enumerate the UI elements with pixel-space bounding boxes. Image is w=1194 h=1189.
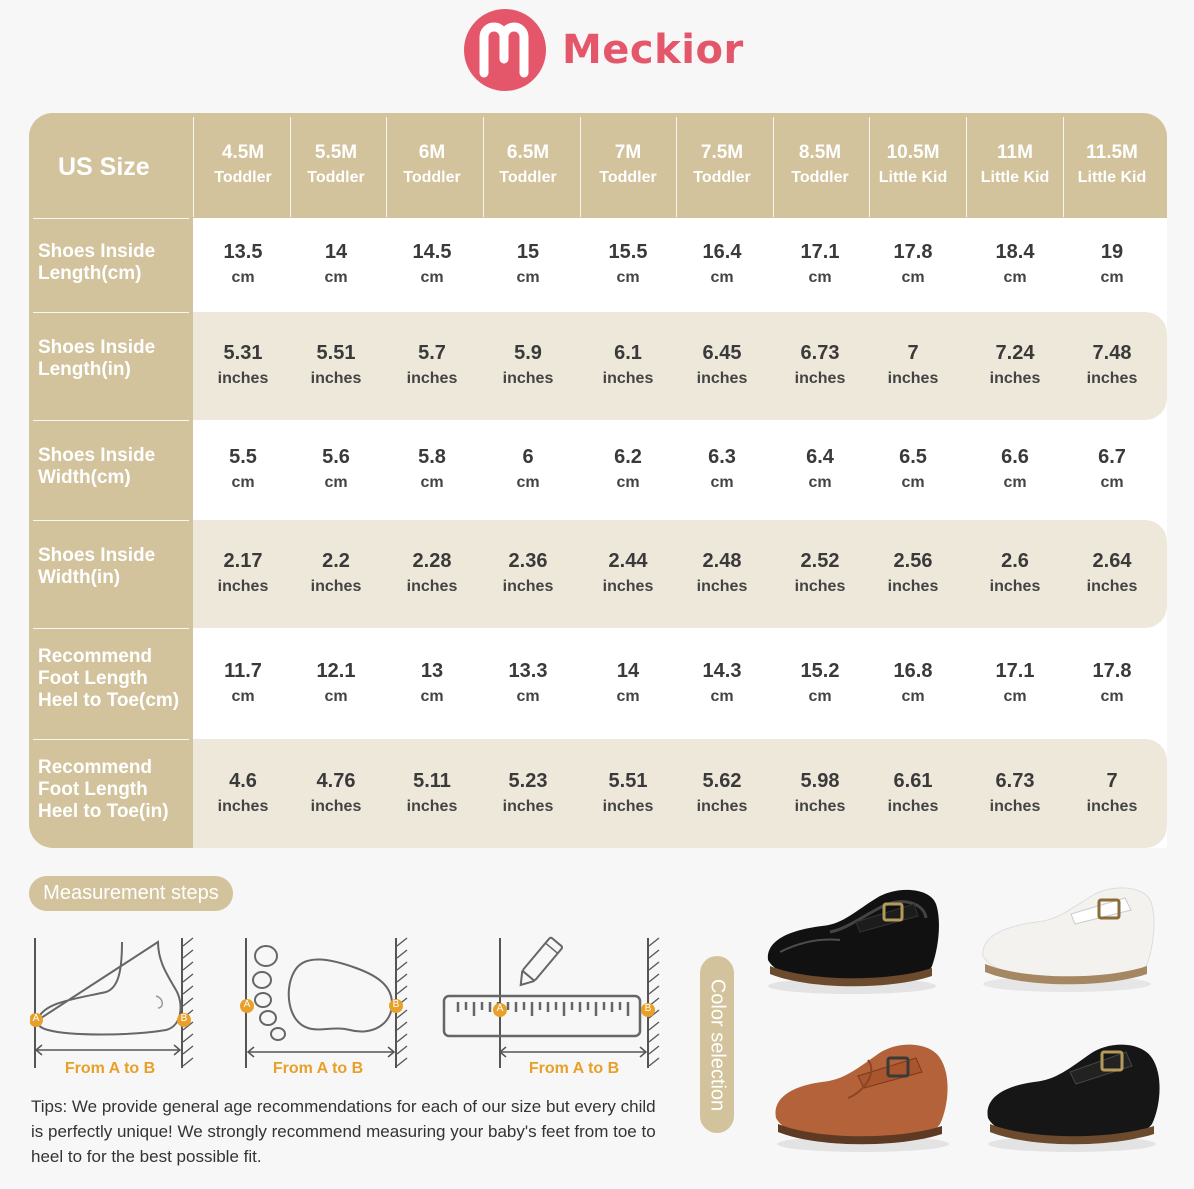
cell-unit: cm (324, 687, 348, 705)
age-group: Little Kid (878, 169, 948, 186)
cell-unit: inches (1086, 578, 1138, 595)
diagram-1-label: From A to B (64, 1060, 156, 1077)
cell-value: 14 (324, 241, 348, 263)
table-cell (480, 768, 576, 820)
cell-unit: cm (710, 269, 734, 286)
cell-value: 5.8 (418, 446, 446, 468)
row-label: Recommend Foot Length Heel to Toe(cm) (38, 646, 180, 711)
table-cell (580, 548, 676, 600)
cell-unit: inches (217, 370, 269, 387)
table-cell (967, 444, 1063, 496)
cell-value: 5.51 (316, 342, 356, 364)
cell-value: 5.5 (229, 446, 257, 468)
table-cell (1064, 658, 1160, 710)
row-divider (33, 312, 189, 313)
table-cell (195, 768, 291, 820)
cell-unit: cm (901, 687, 925, 705)
table-cell (772, 548, 868, 600)
cell-value: 17.8 (1092, 659, 1132, 682)
cell-unit: cm (710, 474, 734, 491)
cell-unit: cm (420, 474, 444, 491)
cell-value: 4.6 (229, 769, 257, 792)
cell-value: 14.5 (412, 241, 452, 263)
age-group: Toddler (599, 169, 657, 186)
cell-value: 5.23 (508, 769, 548, 792)
table-cell (772, 444, 868, 496)
table-cell (384, 340, 480, 392)
cell-value: 5.98 (800, 769, 840, 792)
table-cell (674, 658, 770, 710)
cell-unit: inches (1086, 797, 1138, 815)
size-value: 5.5M (314, 142, 358, 163)
cell-value: 2.52 (800, 550, 840, 572)
cell-unit: inches (502, 578, 554, 595)
cell-unit: cm (231, 687, 255, 705)
table-cell (967, 548, 1063, 600)
cell-unit: inches (887, 578, 939, 595)
size-column-header (865, 141, 961, 191)
cell-value: 5.62 (702, 769, 742, 792)
cell-unit: cm (420, 687, 444, 705)
size-column-header (967, 141, 1063, 191)
size-column-header (288, 141, 384, 191)
table-cell (580, 340, 676, 392)
row-divider (33, 218, 189, 219)
table-cell (288, 340, 384, 392)
size-value: 11.5M (1086, 142, 1138, 163)
brand-logo (462, 6, 744, 94)
cell-unit: inches (406, 370, 458, 387)
cell-unit: inches (696, 797, 748, 815)
age-group: Toddler (214, 169, 272, 186)
cell-value: 16.8 (893, 659, 933, 682)
size-value: 7.5M (700, 142, 744, 163)
table-cell (1064, 548, 1160, 600)
age-group: Toddler (403, 169, 461, 186)
cell-unit: cm (231, 269, 255, 286)
table-cell (288, 548, 384, 600)
size-value: 7M (614, 142, 642, 163)
table-cell (580, 239, 676, 291)
age-group: Toddler (307, 169, 365, 186)
table-cell (865, 340, 961, 392)
age-group: Little Kid (1077, 169, 1147, 186)
cell-unit: inches (406, 797, 458, 815)
cell-value: 6.73 (800, 342, 840, 364)
table-cell (195, 444, 291, 496)
cell-unit: cm (616, 687, 640, 705)
size-column-header (772, 141, 868, 191)
cell-unit: cm (324, 269, 348, 286)
cell-value: 6.3 (708, 446, 736, 468)
cell-unit: inches (989, 370, 1041, 387)
size-value: 8.5M (798, 142, 842, 163)
size-value: 6.5M (506, 142, 550, 163)
cell-unit: inches (602, 578, 654, 595)
cell-value: 2.17 (223, 550, 263, 572)
cell-value: 5.9 (514, 342, 542, 364)
cell-value: 4.76 (316, 769, 356, 792)
cell-unit: inches (989, 797, 1041, 815)
diagram-3-label: From A to B (528, 1060, 620, 1077)
table-cell (480, 340, 576, 392)
cell-value: 7 (907, 342, 919, 364)
cell-value: 6.1 (614, 342, 642, 364)
cell-unit: inches (217, 578, 269, 595)
table-cell (772, 340, 868, 392)
cell-unit: inches (696, 370, 748, 387)
table-cell (674, 768, 770, 820)
brand-name: Meckior (562, 27, 744, 73)
cell-unit: cm (1100, 687, 1124, 705)
table-cell (195, 340, 291, 392)
cell-value: 7.48 (1092, 342, 1132, 364)
cell-unit: inches (887, 797, 939, 815)
cell-value: 18.4 (995, 241, 1035, 263)
cell-value: 5.51 (608, 769, 648, 792)
table-cell (674, 239, 770, 291)
cell-unit: inches (502, 370, 554, 387)
size-value: 10.5M (886, 142, 940, 163)
table-cell (865, 444, 961, 496)
diagram-foot-side (30, 932, 200, 1082)
table-cell (865, 658, 961, 710)
size-value: 6M (418, 142, 446, 163)
size-column-header (480, 141, 576, 191)
row-divider (33, 628, 189, 629)
cell-unit: cm (516, 269, 540, 286)
table-cell (674, 548, 770, 600)
table-cell (1064, 239, 1160, 291)
row-label: Shoes Inside Width(cm) (38, 445, 156, 488)
table-cell (384, 548, 480, 600)
cell-unit: cm (516, 687, 540, 705)
row-divider (33, 520, 189, 521)
row-label: Shoes Inside Length(in) (38, 337, 156, 380)
cell-value: 2.48 (702, 550, 742, 572)
marker-b: B (644, 1003, 652, 1014)
cell-unit: inches (794, 578, 846, 595)
table-cell (195, 239, 291, 291)
us-size-label: US Size (58, 153, 150, 181)
cell-value: 2.36 (508, 550, 548, 572)
cell-unit: inches (696, 578, 748, 595)
row-label: Shoes Inside Width(in) (38, 545, 156, 588)
cell-value: 2.28 (412, 550, 452, 572)
cell-unit: inches (502, 797, 554, 815)
cell-value: 5.31 (223, 342, 263, 364)
shoe-black-patent-icon[interactable] (760, 882, 945, 1002)
cell-value: 6.4 (806, 446, 834, 468)
cell-value: 5.11 (413, 769, 451, 792)
table-cell (480, 444, 576, 496)
table-cell (865, 548, 961, 600)
cell-value: 5.7 (418, 342, 446, 364)
marker-a: A (496, 1003, 504, 1014)
cell-value: 7.24 (995, 342, 1035, 364)
brand-m-icon (462, 7, 548, 93)
cell-value: 17.1 (800, 241, 840, 263)
cell-value: 2.44 (608, 550, 648, 572)
table-cell (865, 768, 961, 820)
table-cell (1064, 768, 1160, 820)
table-cell (580, 658, 676, 710)
cell-value: 6.5 (899, 446, 927, 468)
row-label: Recommend Foot Length Heel to Toe(in) (38, 757, 169, 822)
cell-unit: cm (808, 687, 832, 705)
cell-unit: cm (901, 269, 925, 286)
cell-value: 2.64 (1092, 550, 1132, 572)
cell-unit: cm (808, 474, 832, 491)
size-column-header (195, 141, 291, 191)
cell-unit: cm (1100, 474, 1124, 491)
row-label: Shoes Inside Length(cm) (38, 241, 156, 284)
cell-unit: inches (794, 370, 846, 387)
cell-unit: cm (324, 474, 348, 491)
cell-unit: cm (1003, 474, 1027, 491)
table-cell (288, 768, 384, 820)
marker-b: B (392, 999, 400, 1010)
table-cell (865, 239, 961, 291)
table-cell (967, 768, 1063, 820)
cell-unit: cm (808, 269, 832, 286)
cell-unit: inches (1086, 370, 1138, 387)
table-cell (772, 239, 868, 291)
cell-value: 17.1 (995, 659, 1035, 682)
cell-value: 11.7 (224, 659, 262, 682)
cell-unit: inches (989, 578, 1041, 595)
cell-value: 2.6 (1001, 550, 1029, 572)
table-cell (384, 239, 480, 291)
table-cell (384, 768, 480, 820)
cell-unit: cm (1003, 269, 1027, 286)
cell-unit: cm (710, 687, 734, 705)
cell-unit: cm (616, 474, 640, 491)
table-cell (580, 768, 676, 820)
cell-unit: inches (887, 370, 939, 387)
table-cell (195, 548, 291, 600)
cell-unit: cm (231, 474, 255, 491)
cell-unit: inches (310, 370, 362, 387)
cell-unit: inches (406, 578, 458, 595)
shoe-white-icon[interactable] (975, 880, 1160, 1000)
cell-unit: inches (794, 797, 846, 815)
table-cell (195, 658, 291, 710)
table-cell (288, 658, 384, 710)
table-cell (288, 239, 384, 291)
diagram-footprint (238, 932, 413, 1082)
size-value: 4.5M (221, 142, 265, 163)
cell-unit: cm (901, 474, 925, 491)
cell-unit: cm (1003, 687, 1027, 705)
table-cell (772, 768, 868, 820)
table-cell (480, 658, 576, 710)
cell-unit: cm (616, 269, 640, 286)
cell-value: 15.5 (608, 241, 648, 263)
cell-value: 6.6 (1001, 446, 1029, 468)
cell-value: 7 (1106, 769, 1118, 792)
diagram-ruler (440, 932, 665, 1082)
cell-unit: inches (310, 578, 362, 595)
age-group: Little Kid (980, 169, 1050, 186)
row-divider (33, 739, 189, 740)
cell-unit: inches (602, 797, 654, 815)
table-cell (384, 658, 480, 710)
cell-value: 17.8 (893, 241, 933, 263)
table-cell (674, 340, 770, 392)
cell-value: 16.4 (702, 241, 742, 263)
table-cell (580, 444, 676, 496)
table-cell (384, 444, 480, 496)
cell-value: 6.7 (1098, 446, 1126, 468)
cell-value: 6.2 (614, 446, 642, 468)
marker-b: B (180, 1013, 188, 1024)
table-cell (1064, 340, 1160, 392)
cell-value: 6.73 (995, 769, 1035, 792)
cell-value: 6.61 (893, 769, 933, 792)
size-column-header (384, 141, 480, 191)
shoe-brown-icon[interactable] (768, 1032, 958, 1160)
cell-unit: inches (217, 797, 269, 815)
cell-unit: cm (1100, 269, 1124, 286)
cell-unit: cm (420, 269, 444, 286)
tips-text: Tips: We provide general age recommendations for each of our size but every child is perfectly unique! We strongly recommend measuring your baby's feet from toe to heel to for the best possible fit. (31, 1097, 656, 1166)
size-column-header (1064, 141, 1160, 191)
age-group: Toddler (693, 169, 751, 186)
cell-value: 15.2 (800, 659, 840, 682)
cell-value: 15 (516, 241, 540, 263)
size-value: 11M (997, 142, 1033, 163)
color-selection-title: Color selection (706, 978, 729, 1112)
cell-unit: cm (516, 474, 540, 491)
cell-value: 6.45 (702, 342, 742, 364)
size-column-header (674, 141, 770, 191)
table-cell (1064, 444, 1160, 496)
table-cell (967, 658, 1063, 710)
cell-value: 12.1 (316, 659, 356, 682)
cell-value: 13 (420, 659, 444, 682)
cell-unit: inches (310, 797, 362, 815)
diagram-2-label: From A to B (272, 1060, 364, 1077)
table-cell (967, 340, 1063, 392)
cell-value: 13.3 (508, 659, 548, 682)
table-cell (674, 444, 770, 496)
cell-value: 6 (522, 446, 534, 468)
cell-value: 5.6 (322, 446, 350, 468)
age-group: Toddler (791, 169, 849, 186)
measurement-steps-title: Measurement steps (29, 876, 233, 911)
table-cell (480, 548, 576, 600)
cell-value: 13.5 (223, 241, 263, 263)
table-cell (967, 239, 1063, 291)
size-chart-table (29, 113, 1167, 848)
column-divider (193, 117, 194, 217)
cell-value: 14.3 (702, 659, 742, 682)
table-cell (288, 444, 384, 496)
size-column-header (580, 141, 676, 191)
table-cell (480, 239, 576, 291)
row-divider (33, 420, 189, 421)
shoe-black-leather-icon[interactable] (980, 1032, 1165, 1160)
cell-value: 2.2 (322, 550, 350, 572)
cell-value: 14 (616, 659, 640, 682)
cell-value: 19 (1100, 241, 1124, 263)
cell-value: 2.56 (893, 550, 933, 572)
marker-a: A (32, 1013, 40, 1024)
table-cell (772, 658, 868, 710)
cell-unit: inches (602, 370, 654, 387)
marker-a: A (243, 999, 251, 1010)
age-group: Toddler (499, 169, 557, 186)
